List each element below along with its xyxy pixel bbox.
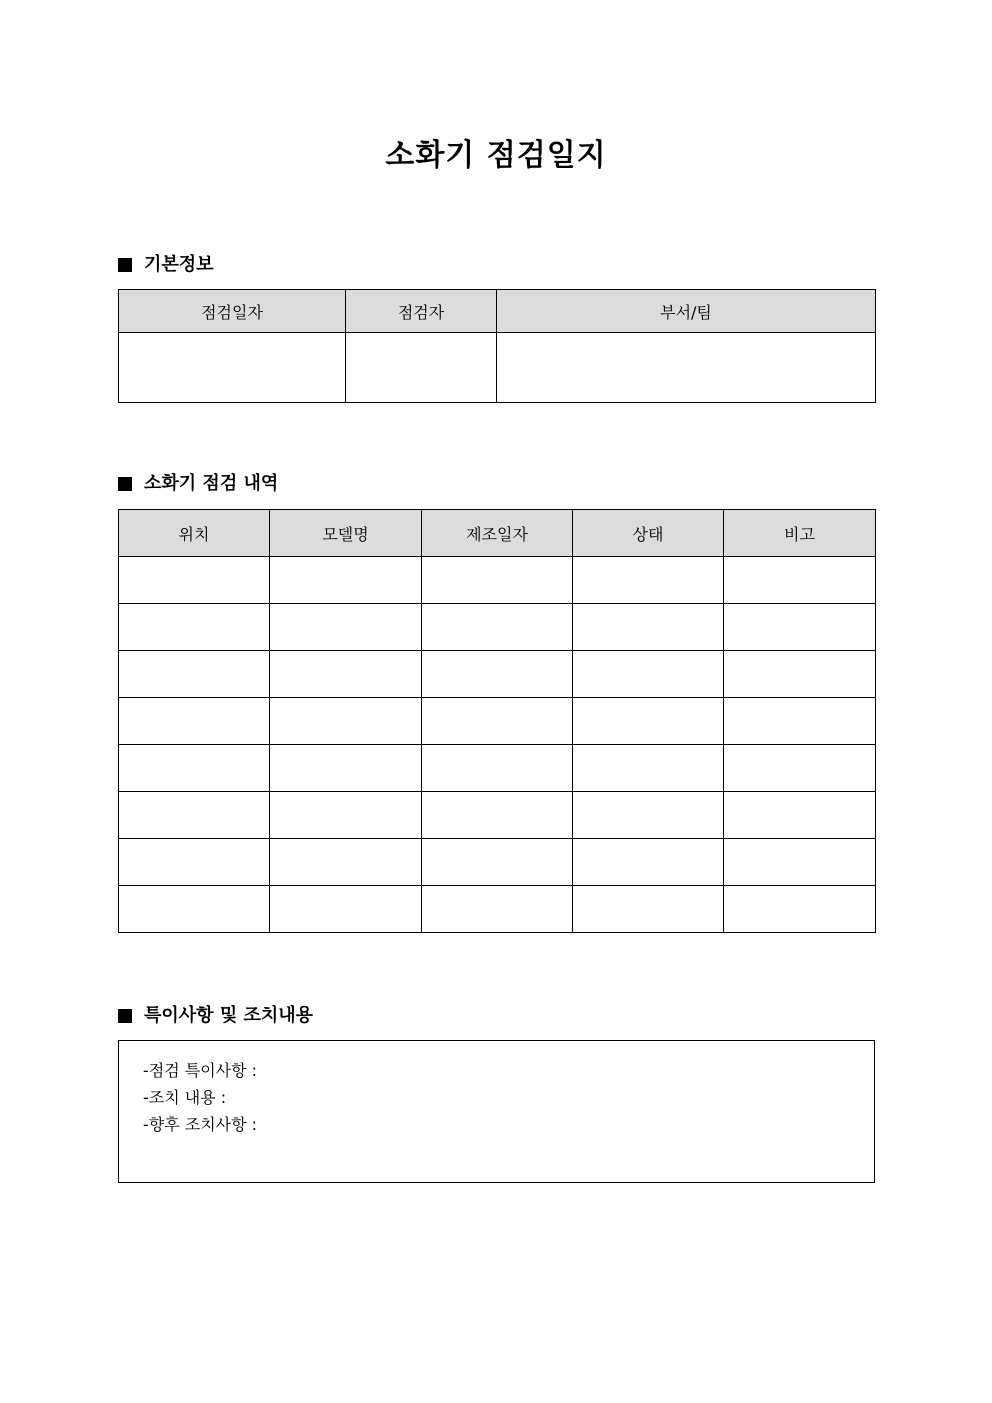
model-cell[interactable]	[270, 604, 422, 651]
location-cell[interactable]	[119, 651, 270, 698]
status-cell[interactable]	[573, 886, 724, 933]
table-row	[119, 557, 876, 604]
table-row	[119, 651, 876, 698]
model-cell[interactable]	[270, 651, 422, 698]
inspection-table-body	[119, 557, 876, 933]
status-cell[interactable]	[573, 651, 724, 698]
section-heading-inspection	[118, 472, 278, 496]
status-cell[interactable]	[573, 839, 724, 886]
manufacture-date-cell[interactable]	[422, 604, 573, 651]
column-header-department: 부서/팀	[497, 290, 876, 333]
manufacture-date-cell[interactable]	[422, 557, 573, 604]
inspection-date-field[interactable]	[119, 333, 346, 403]
table-row	[119, 886, 876, 933]
notes-line-special-issues: -점검 특이사항 :	[143, 1061, 258, 1080]
column-header-remarks: 비고	[724, 510, 876, 557]
manufacture-date-cell[interactable]	[422, 886, 573, 933]
model-cell[interactable]	[270, 886, 422, 933]
table-row	[119, 604, 876, 651]
status-cell[interactable]	[573, 604, 724, 651]
remarks-cell[interactable]	[724, 745, 876, 792]
location-cell[interactable]	[119, 745, 270, 792]
model-cell[interactable]	[270, 698, 422, 745]
notes-line-follow-up: -향후 조치사항 :	[143, 1115, 258, 1134]
table-row	[119, 333, 876, 403]
section-heading-basic-info	[118, 253, 214, 277]
remarks-cell[interactable]	[724, 604, 876, 651]
column-header-status: 상태	[573, 510, 724, 557]
remarks-cell[interactable]	[724, 698, 876, 745]
model-cell[interactable]	[270, 557, 422, 604]
notes-line-actions: -조치 내용 :	[143, 1088, 227, 1107]
square-bullet-icon	[118, 477, 132, 491]
column-header-location: 위치	[119, 510, 270, 557]
table-row	[119, 792, 876, 839]
remarks-cell[interactable]	[724, 839, 876, 886]
remarks-cell[interactable]	[724, 886, 876, 933]
table-row	[119, 698, 876, 745]
location-cell[interactable]	[119, 792, 270, 839]
status-cell[interactable]	[573, 557, 724, 604]
section-heading-label: 소화기 점검 내역	[144, 473, 279, 494]
table-row	[119, 745, 876, 792]
remarks-cell[interactable]	[724, 651, 876, 698]
status-cell[interactable]	[573, 698, 724, 745]
manufacture-date-cell[interactable]	[422, 698, 573, 745]
remarks-cell[interactable]	[724, 792, 876, 839]
location-cell[interactable]	[119, 557, 270, 604]
section-heading-notes	[118, 1004, 313, 1028]
column-header-manufacture-date: 제조일자	[422, 510, 573, 557]
manufacture-date-cell[interactable]	[422, 839, 573, 886]
manufacture-date-cell[interactable]	[422, 792, 573, 839]
status-cell[interactable]	[573, 792, 724, 839]
manufacture-date-cell[interactable]	[422, 745, 573, 792]
department-field[interactable]	[497, 333, 876, 403]
manufacture-date-cell[interactable]	[422, 651, 573, 698]
section-heading-label: 기본정보	[144, 254, 214, 275]
remarks-cell[interactable]	[724, 557, 876, 604]
square-bullet-icon	[118, 258, 132, 272]
table-header-row	[119, 510, 876, 557]
inspector-field[interactable]	[346, 333, 497, 403]
column-header-model: 모델명	[270, 510, 422, 557]
column-header-inspector: 점검자	[346, 290, 497, 333]
status-cell[interactable]	[573, 745, 724, 792]
location-cell[interactable]	[119, 604, 270, 651]
section-heading-label: 특이사항 및 조치내용	[144, 1005, 314, 1026]
table-row	[119, 839, 876, 886]
basic-info-table	[118, 289, 876, 403]
notes-box[interactable]	[118, 1040, 875, 1183]
column-header-inspection-date: 점검일자	[119, 290, 346, 333]
model-cell[interactable]	[270, 745, 422, 792]
location-cell[interactable]	[119, 698, 270, 745]
document-title: 소화기 점검일지	[385, 138, 607, 173]
square-bullet-icon	[118, 1009, 132, 1023]
table-header-row	[119, 290, 876, 333]
location-cell[interactable]	[119, 886, 270, 933]
location-cell[interactable]	[119, 839, 270, 886]
inspection-table	[118, 509, 876, 933]
model-cell[interactable]	[270, 792, 422, 839]
model-cell[interactable]	[270, 839, 422, 886]
